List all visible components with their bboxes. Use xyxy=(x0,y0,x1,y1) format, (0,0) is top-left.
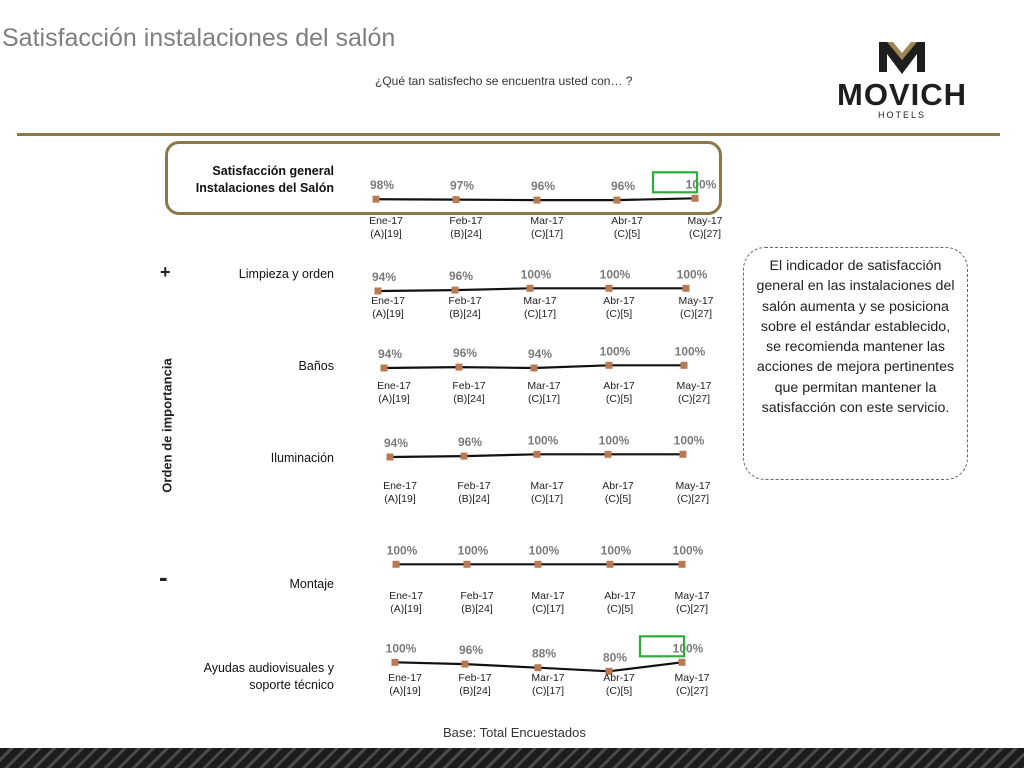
data-label: 100% xyxy=(676,267,708,282)
category-label: (A)[19] xyxy=(370,228,402,240)
data-point xyxy=(606,362,613,369)
data-point xyxy=(392,659,399,666)
data-point xyxy=(535,561,542,568)
data-point xyxy=(534,451,541,458)
category-label: Mar-17 xyxy=(527,380,561,392)
category-label: Abr-17 xyxy=(604,590,636,602)
data-point xyxy=(375,288,382,295)
data-point xyxy=(381,365,388,372)
category-label: Feb-17 xyxy=(458,672,492,684)
importance-minus-sign: - xyxy=(159,562,168,592)
category-label: (B)[24] xyxy=(459,685,491,697)
category-label: May-17 xyxy=(674,590,710,602)
data-label: 100% xyxy=(386,543,418,558)
category-label: (A)[19] xyxy=(384,493,416,505)
category-label: Mar-17 xyxy=(531,590,565,602)
category-label: Abr-17 xyxy=(602,480,634,492)
category-label: (C)[17] xyxy=(531,685,565,697)
category-label: Feb-17 xyxy=(449,215,483,227)
category-label: (A)[19] xyxy=(378,393,410,405)
category-label: (C)[5] xyxy=(605,685,633,697)
data-label: 96% xyxy=(530,179,556,194)
data-label: 96% xyxy=(610,179,636,194)
data-point xyxy=(681,362,688,369)
data-label: 96% xyxy=(452,346,478,361)
category-label: Ene-17 xyxy=(371,295,405,307)
data-point xyxy=(683,285,690,292)
importance-plus-sign: + xyxy=(160,262,171,282)
data-point xyxy=(531,365,538,372)
category-label: (C)[17] xyxy=(527,393,561,405)
data-label: 100% xyxy=(674,344,706,359)
row-label-line: Ayudas audiovisuales y xyxy=(203,661,334,675)
data-point xyxy=(387,454,394,461)
category-label: (A)[19] xyxy=(389,685,421,697)
category-label: May-17 xyxy=(676,380,712,392)
page-title: Satisfacción instalaciones del salón xyxy=(2,24,396,52)
data-point xyxy=(607,561,614,568)
category-label: (C)[27] xyxy=(679,308,713,320)
category-label: (B)[24] xyxy=(461,603,493,615)
data-label: 100% xyxy=(599,344,631,359)
category-label: (C)[5] xyxy=(605,308,633,320)
category-label: (C)[5] xyxy=(604,493,632,505)
chart-row-4 xyxy=(383,433,711,505)
data-label: 80% xyxy=(602,650,628,665)
category-label: May-17 xyxy=(675,480,711,492)
data-label: 100% xyxy=(598,433,630,448)
category-label: Abr-17 xyxy=(603,295,635,307)
category-label: Ene-17 xyxy=(377,380,411,392)
row-label-line: soporte técnico xyxy=(249,678,334,692)
importance-axis-label: Orden de importancia xyxy=(159,358,175,493)
category-label: Feb-17 xyxy=(457,480,491,492)
category-label: Ene-17 xyxy=(369,215,403,227)
category-label: May-17 xyxy=(687,215,723,227)
data-point xyxy=(606,285,613,292)
category-label: May-17 xyxy=(678,295,714,307)
chart-row-5 xyxy=(387,543,710,615)
category-label: (C)[27] xyxy=(677,393,711,405)
data-point xyxy=(464,561,471,568)
category-label: (C)[17] xyxy=(530,493,564,505)
chart-row-3 xyxy=(377,344,712,405)
category-label: (C)[5] xyxy=(613,228,641,240)
category-label: (C)[27] xyxy=(675,603,709,615)
data-label: 100% xyxy=(672,641,704,656)
category-label: (C)[27] xyxy=(676,493,710,505)
data-point xyxy=(535,664,542,671)
row-label-line: Limpieza y orden xyxy=(238,267,334,281)
data-point xyxy=(393,561,400,568)
data-label: 94% xyxy=(377,347,403,361)
category-label: Mar-17 xyxy=(530,480,564,492)
data-point xyxy=(679,659,686,666)
category-label: Mar-17 xyxy=(523,295,557,307)
data-label: 100% xyxy=(685,177,717,192)
category-label: May-17 xyxy=(674,672,710,684)
data-label: 100% xyxy=(599,267,631,282)
chart-row-6 xyxy=(386,636,710,697)
data-label: 98% xyxy=(369,178,395,193)
category-label: (C)[5] xyxy=(606,603,634,615)
data-point xyxy=(373,196,380,203)
data-point xyxy=(461,453,468,460)
category-label: (C)[17] xyxy=(523,308,557,320)
category-label: Abr-17 xyxy=(603,380,635,392)
data-point xyxy=(680,451,687,458)
category-label: (C)[17] xyxy=(531,603,565,615)
data-label: 88% xyxy=(531,646,557,661)
logo-subtext: HOTELS xyxy=(877,110,927,120)
data-label: 100% xyxy=(527,433,559,448)
category-label: (C)[27] xyxy=(688,228,722,240)
category-label: Ene-17 xyxy=(383,480,417,492)
category-label: Abr-17 xyxy=(611,215,643,227)
data-point xyxy=(527,285,534,292)
category-label: Feb-17 xyxy=(452,380,486,392)
data-point xyxy=(614,197,621,204)
logo-wordmark: MOVICH xyxy=(837,77,967,112)
question-subtitle: ¿Qué tan satisfecho se encuentra usted con… ? xyxy=(375,74,633,88)
category-label: (A)[19] xyxy=(390,603,422,615)
data-label: 94% xyxy=(371,270,397,284)
data-label: 100% xyxy=(385,641,417,656)
category-label: Feb-17 xyxy=(448,295,482,307)
data-label: 96% xyxy=(448,269,474,284)
data-point xyxy=(692,195,699,202)
data-label: 97% xyxy=(449,178,475,193)
data-label: 96% xyxy=(458,643,484,658)
data-point xyxy=(452,287,459,294)
category-label: (A)[19] xyxy=(372,308,404,320)
category-label: Ene-17 xyxy=(388,672,422,684)
row-label-line: Iluminación xyxy=(270,451,334,465)
data-label: 100% xyxy=(673,433,705,448)
data-label: 100% xyxy=(520,267,552,282)
category-label: Feb-17 xyxy=(460,590,494,602)
category-label: (B)[24] xyxy=(453,393,485,405)
data-label: 94% xyxy=(383,436,409,450)
row-label-line: Montaje xyxy=(289,577,334,591)
category-label: (B)[24] xyxy=(458,493,490,505)
category-label: (B)[24] xyxy=(450,228,482,240)
data-label: 100% xyxy=(672,543,704,558)
data-label: 100% xyxy=(528,543,560,558)
data-point xyxy=(605,451,612,458)
chart-row-1 xyxy=(369,172,723,240)
data-point xyxy=(456,364,463,371)
category-label: (C)[17] xyxy=(530,228,564,240)
data-label: 100% xyxy=(600,543,632,558)
chart-row-2 xyxy=(371,267,714,320)
data-label: 100% xyxy=(457,543,489,558)
row-label-line: Baños xyxy=(298,359,334,373)
category-label: (C)[27] xyxy=(675,685,709,697)
data-point xyxy=(462,661,469,668)
data-point xyxy=(534,197,541,204)
base-note: Base: Total Encuestados xyxy=(443,725,586,740)
data-point xyxy=(453,196,460,203)
row-label-line: Satisfacción general xyxy=(212,164,334,178)
category-label: (B)[24] xyxy=(449,308,481,320)
insight-callout: El indicador de satisfacción general en las instalaciones del salón aumenta y se posiciona sobre el estándar establecido, se recomienda mantener las acciones de mejora pertinentes que permitan mantener la satisfacción con este servicio. xyxy=(743,247,968,480)
data-point xyxy=(679,561,686,568)
category-label: Abr-17 xyxy=(603,672,635,684)
category-label: Ene-17 xyxy=(389,590,423,602)
category-label: Mar-17 xyxy=(530,215,564,227)
footer-pattern xyxy=(0,748,1024,768)
category-label: Mar-17 xyxy=(531,672,565,684)
data-label: 96% xyxy=(457,435,483,450)
row-label-line: Instalaciones del Salón xyxy=(195,181,334,195)
data-label: 94% xyxy=(527,347,553,361)
category-label: (C)[5] xyxy=(605,393,633,405)
